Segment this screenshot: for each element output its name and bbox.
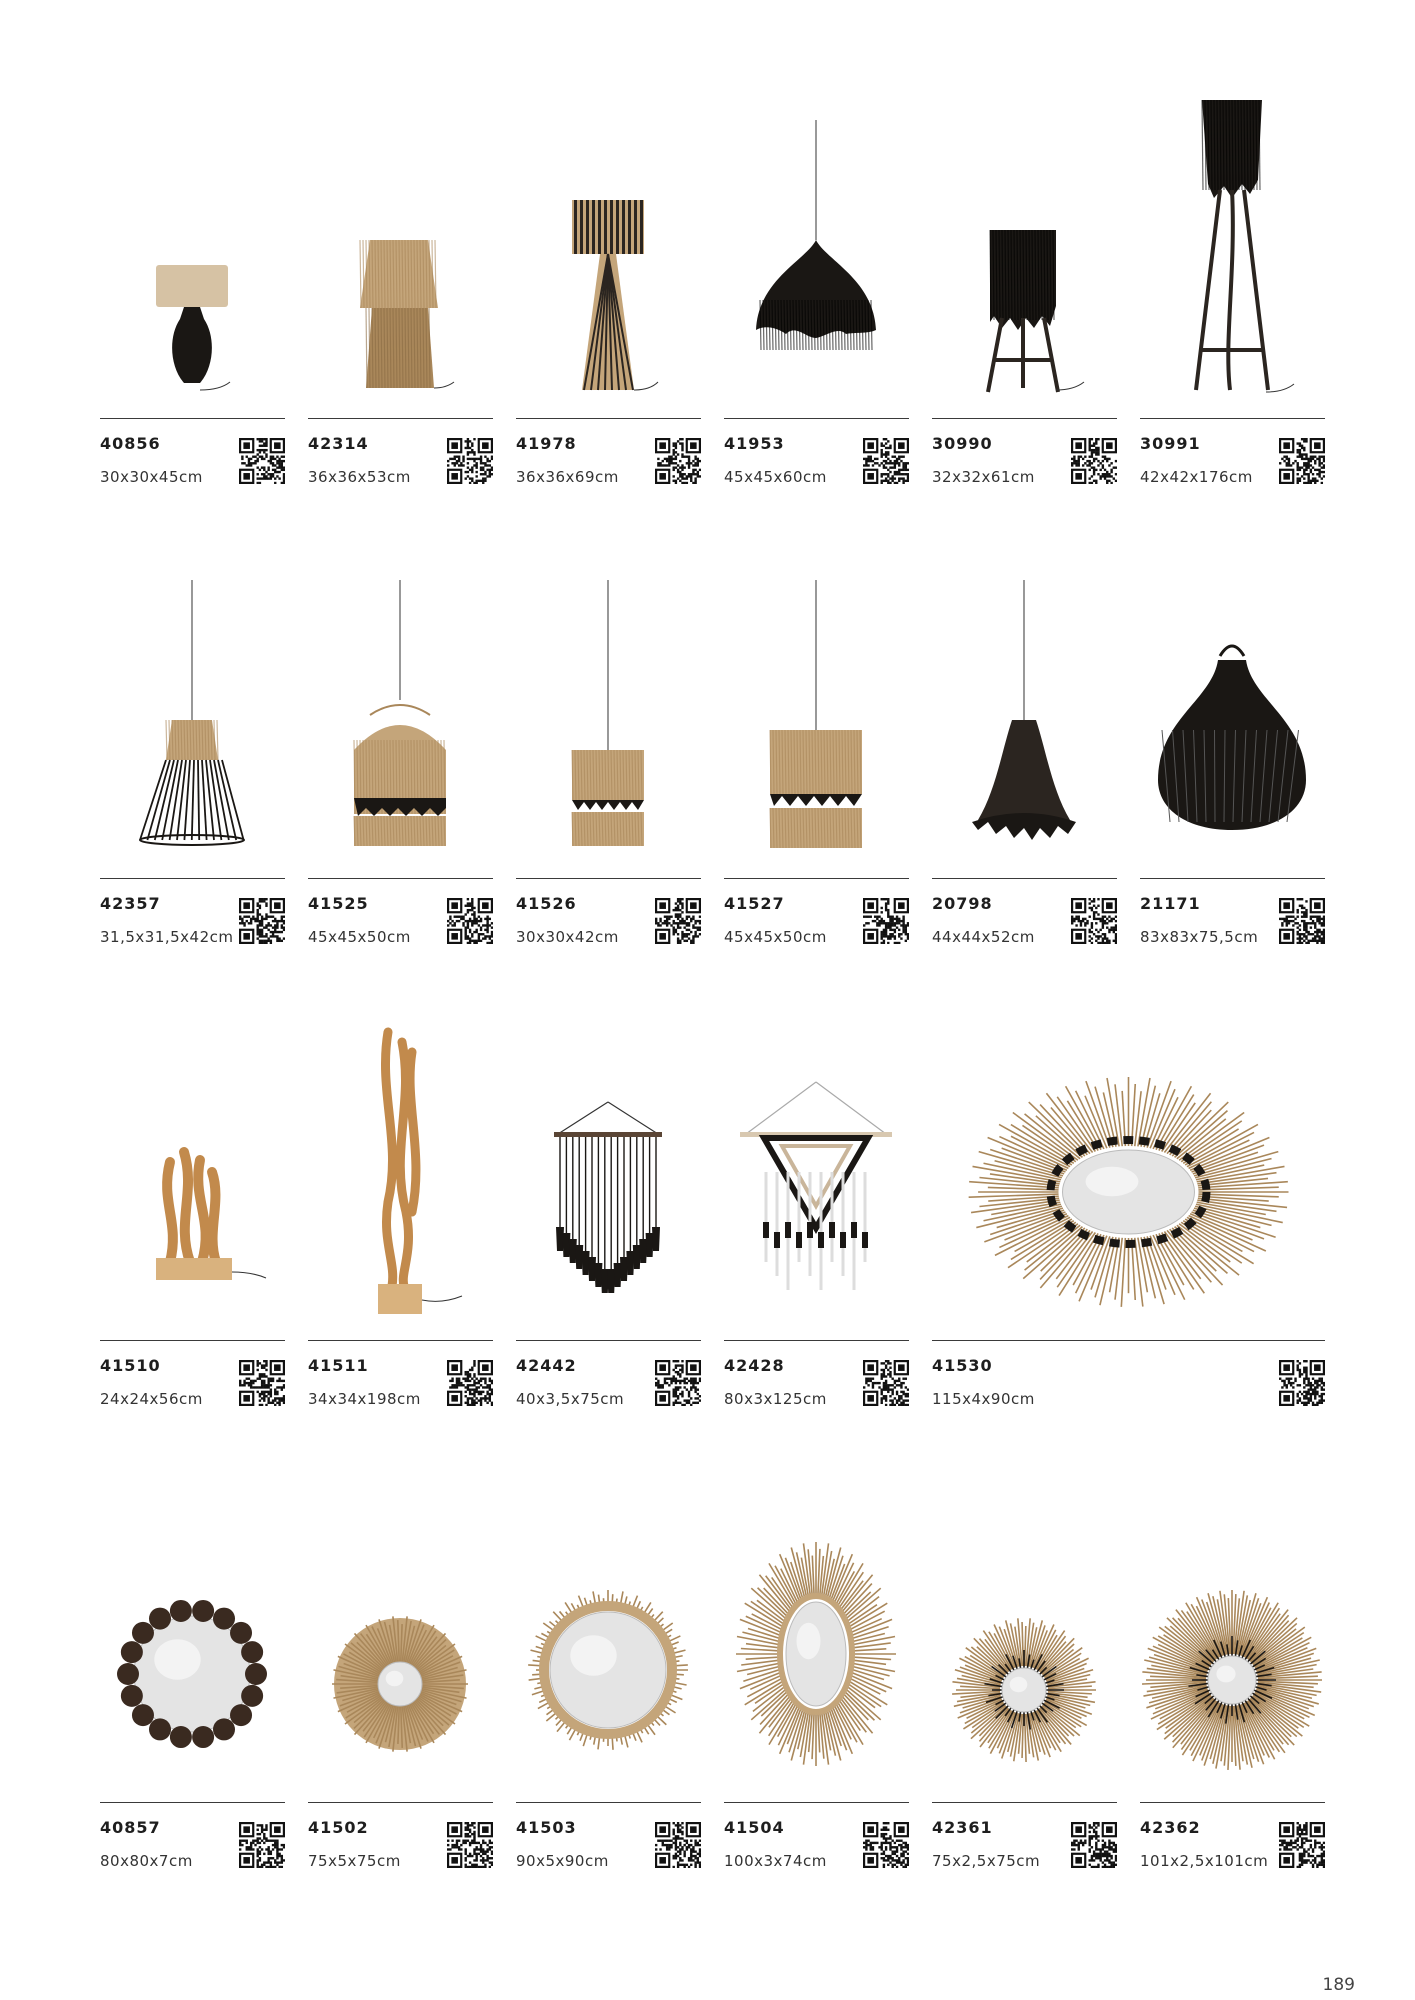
product-image [308, 100, 493, 410]
page-number: 189 [1322, 1975, 1355, 1995]
product-card [932, 560, 1117, 980]
product-dimensions: 90x5x90cm [516, 1852, 609, 1870]
divider [1140, 1802, 1325, 1803]
divider [100, 878, 285, 879]
qr-code[interactable] [447, 1822, 493, 1868]
product-card [100, 100, 285, 520]
product-code: 41527 [724, 894, 785, 913]
product-dimensions: 100x3x74cm [724, 1852, 827, 1870]
table-lamp-black-base-icon [100, 100, 285, 410]
divider [100, 1340, 285, 1341]
qr-code[interactable] [1071, 1822, 1117, 1868]
drum-pendant-lamp-large-icon [724, 560, 909, 870]
divider [308, 418, 493, 419]
jute-round-mirror-icon [308, 1484, 493, 1794]
product-image [932, 100, 1117, 410]
product-card [724, 1022, 909, 1442]
product-card [1140, 560, 1325, 980]
product-card [932, 1484, 1117, 1904]
gourd-pendant-lamp-icon [1140, 560, 1325, 870]
product-image [724, 1484, 909, 1794]
product-card [932, 100, 1117, 520]
qr-code-icon [447, 1822, 493, 1868]
product-code: 42442 [516, 1356, 577, 1375]
qr-code[interactable] [239, 1822, 285, 1868]
product-code: 42362 [1140, 1818, 1201, 1837]
qr-code-icon [1279, 1822, 1325, 1868]
oval-jute-mirror-icon [724, 1484, 909, 1794]
product-image [932, 1022, 1325, 1332]
product-image [724, 100, 909, 410]
qr-code[interactable] [447, 898, 493, 944]
macrame-wall-hanging-icon [724, 1022, 909, 1332]
product-card [724, 1484, 909, 1904]
product-card [100, 1022, 285, 1442]
divider [932, 878, 1117, 879]
product-card [932, 1022, 1325, 1442]
product-code: 42314 [308, 434, 369, 453]
qr-code[interactable] [863, 1360, 909, 1406]
product-dimensions: 32x32x61cm [932, 468, 1035, 486]
product-image [932, 1484, 1117, 1794]
product-code: 20798 [932, 894, 993, 913]
product-code: 41502 [308, 1818, 369, 1837]
divider [724, 1340, 909, 1341]
product-card [516, 1022, 701, 1442]
qr-code[interactable] [239, 898, 285, 944]
product-image [516, 1022, 701, 1332]
rattan-table-lamp-icon [308, 100, 493, 410]
qr-code[interactable] [1071, 898, 1117, 944]
divider [100, 1802, 285, 1803]
product-image [1140, 560, 1325, 870]
divider [724, 878, 909, 879]
driftwood-floor-lamp-icon [308, 1022, 493, 1332]
product-code: 42361 [932, 1818, 993, 1837]
product-dimensions: 45x45x60cm [724, 468, 827, 486]
qr-code-icon [239, 1822, 285, 1868]
divider [308, 878, 493, 879]
oval-fringe-mirror-icon [932, 1022, 1325, 1332]
qr-code[interactable] [863, 438, 909, 484]
product-dimensions: 24x24x56cm [100, 1390, 203, 1408]
product-dimensions: 30x30x45cm [100, 468, 203, 486]
qr-code[interactable] [239, 1360, 285, 1406]
product-card [724, 100, 909, 520]
product-dimensions: 80x80x7cm [100, 1852, 193, 1870]
divider [932, 1802, 1117, 1803]
product-code: 40856 [100, 434, 161, 453]
divider [308, 1802, 493, 1803]
product-image [308, 1484, 493, 1794]
qr-code-icon [863, 1822, 909, 1868]
qr-code[interactable] [655, 1360, 701, 1406]
beaded-round-mirror-icon [100, 1484, 285, 1794]
product-dimensions: 42x42x176cm [1140, 468, 1253, 486]
qr-code-icon [447, 1360, 493, 1406]
product-dimensions: 45x45x50cm [724, 928, 827, 946]
product-code: 42428 [724, 1356, 785, 1375]
divider [516, 1340, 701, 1341]
product-image [724, 1022, 909, 1332]
qr-code[interactable] [863, 898, 909, 944]
qr-code-icon [655, 438, 701, 484]
qr-code[interactable] [655, 438, 701, 484]
qr-code-icon [1071, 898, 1117, 944]
product-code: 41525 [308, 894, 369, 913]
product-card [308, 560, 493, 980]
drum-pendant-lamp-small-icon [516, 560, 701, 870]
product-dimensions: 40x3,5x75cm [516, 1390, 625, 1408]
product-image [516, 100, 701, 410]
product-code: 42357 [100, 894, 161, 913]
product-image [724, 560, 909, 870]
product-dimensions: 31,5x31,5x42cm [100, 928, 234, 946]
product-image [1140, 100, 1325, 410]
product-image [100, 1484, 285, 1794]
qr-code-icon [1279, 1360, 1325, 1406]
divider [100, 418, 285, 419]
product-image [308, 560, 493, 870]
qr-code-icon [447, 898, 493, 944]
product-code: 41953 [724, 434, 785, 453]
divider [516, 1802, 701, 1803]
product-image [100, 100, 285, 410]
dark-pendant-lamp-icon [724, 100, 909, 410]
qr-code[interactable] [447, 1360, 493, 1406]
product-dimensions: 75x2,5x75cm [932, 1852, 1041, 1870]
product-dimensions: 80x3x125cm [724, 1390, 827, 1408]
qr-code-icon [1279, 898, 1325, 944]
product-code: 21171 [1140, 894, 1201, 913]
product-dimensions: 45x45x50cm [308, 928, 411, 946]
product-image [516, 560, 701, 870]
product-image [100, 560, 285, 870]
qr-code-icon [863, 1360, 909, 1406]
fringe-round-mirror-icon [516, 1484, 701, 1794]
divider [516, 878, 701, 879]
product-image [308, 1022, 493, 1332]
product-image [100, 1022, 285, 1332]
product-image [932, 560, 1117, 870]
divider [1140, 878, 1325, 879]
tripod-table-lamp-icon [932, 100, 1117, 410]
qr-code-icon [863, 438, 909, 484]
product-code: 41530 [932, 1356, 993, 1375]
product-card [100, 1484, 285, 1904]
product-code: 41526 [516, 894, 577, 913]
product-dimensions: 34x34x198cm [308, 1390, 421, 1408]
product-dimensions: 36x36x53cm [308, 468, 411, 486]
product-code: 41503 [516, 1818, 577, 1837]
qr-code[interactable] [1279, 898, 1325, 944]
qr-code[interactable] [863, 1822, 909, 1868]
product-card [308, 1484, 493, 1904]
product-code: 40857 [100, 1818, 161, 1837]
qr-code-icon [239, 438, 285, 484]
qr-code-icon [863, 898, 909, 944]
divider [932, 418, 1117, 419]
sunburst-mirror-large-icon [1140, 1484, 1325, 1794]
qr-code[interactable] [1279, 1822, 1325, 1868]
qr-code-icon [239, 1360, 285, 1406]
qr-code-icon [655, 1360, 701, 1406]
divider [932, 1340, 1325, 1341]
product-card [308, 1022, 493, 1442]
product-dimensions: 101x2,5x101cm [1140, 1852, 1269, 1870]
black-tassel-wall-hanging-icon [516, 1022, 701, 1332]
sunburst-mirror-small-icon [932, 1484, 1117, 1794]
qr-code-icon [1279, 438, 1325, 484]
product-code: 30991 [1140, 434, 1201, 453]
qr-code-icon [239, 898, 285, 944]
product-code: 30990 [932, 434, 993, 453]
product-dimensions: 36x36x69cm [516, 468, 619, 486]
qr-code-icon [1071, 438, 1117, 484]
qr-code[interactable] [1279, 438, 1325, 484]
product-dimensions: 75x5x75cm [308, 1852, 401, 1870]
divider [516, 418, 701, 419]
product-image [1140, 1484, 1325, 1794]
tripod-floor-lamp-icon [1140, 100, 1325, 410]
product-card [308, 100, 493, 520]
qr-code-icon [1071, 1822, 1117, 1868]
divider [724, 418, 909, 419]
product-dimensions: 115x4x90cm [932, 1390, 1035, 1408]
qr-code-icon [655, 1822, 701, 1868]
product-dimensions: 83x83x75,5cm [1140, 928, 1259, 946]
product-dimensions: 44x44x52cm [932, 928, 1035, 946]
qr-code[interactable] [655, 1822, 701, 1868]
qr-code[interactable] [447, 438, 493, 484]
driftwood-table-lamp-icon [100, 1022, 285, 1332]
product-card [1140, 100, 1325, 520]
qr-code[interactable] [239, 438, 285, 484]
divider [724, 1802, 909, 1803]
product-card [516, 1484, 701, 1904]
qr-code[interactable] [1279, 1360, 1325, 1406]
qr-code[interactable] [1071, 438, 1117, 484]
product-image [516, 1484, 701, 1794]
product-card [516, 560, 701, 980]
divider [308, 1340, 493, 1341]
product-code: 41510 [100, 1356, 161, 1375]
cone-pendant-lamp-icon [100, 560, 285, 870]
product-card [516, 100, 701, 520]
striped-table-lamp-icon [516, 100, 701, 410]
product-dimensions: 30x30x42cm [516, 928, 619, 946]
product-code: 41504 [724, 1818, 785, 1837]
bell-pendant-lamp-icon [932, 560, 1117, 870]
product-code: 41978 [516, 434, 577, 453]
qr-code[interactable] [655, 898, 701, 944]
qr-code-icon [447, 438, 493, 484]
dome-pendant-lamp-icon [308, 560, 493, 870]
qr-code-icon [655, 898, 701, 944]
product-code: 41511 [308, 1356, 369, 1375]
product-card [1140, 1484, 1325, 1904]
product-card [100, 560, 285, 980]
divider [1140, 418, 1325, 419]
product-card [724, 560, 909, 980]
